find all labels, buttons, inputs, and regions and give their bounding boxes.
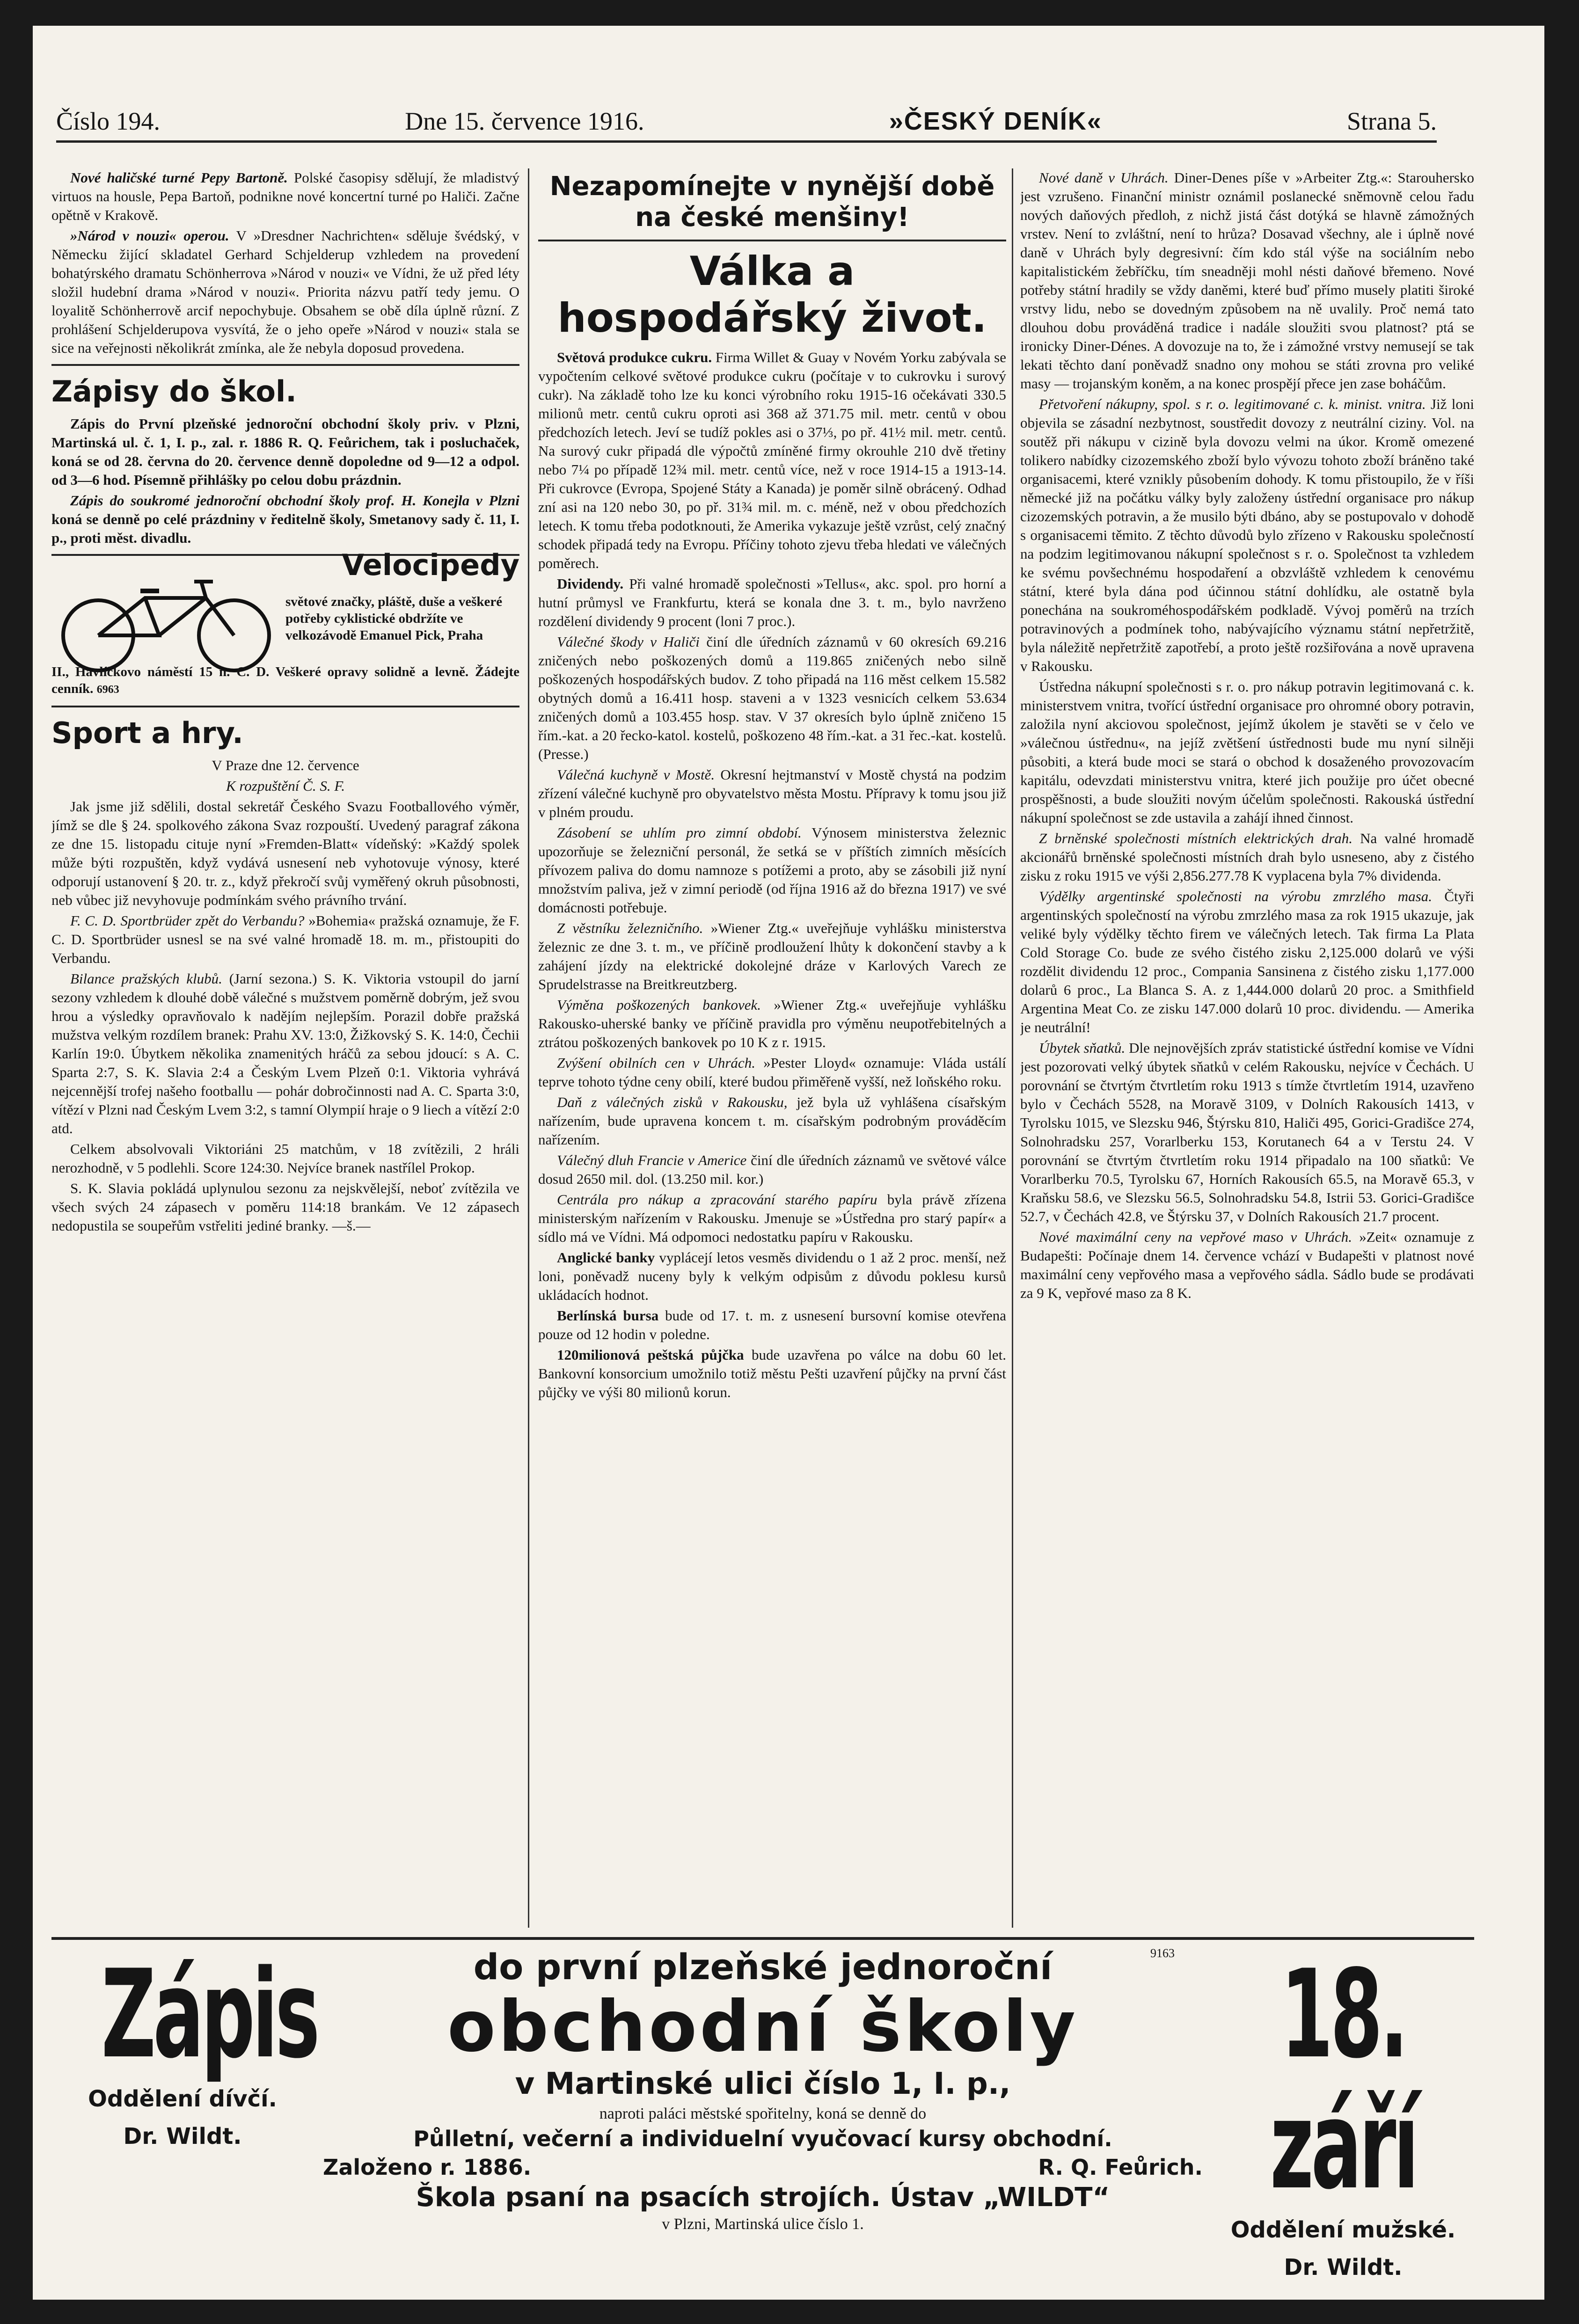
article	[51, 491, 519, 547]
article-body: Při valné hromadě společnosti »Tellus«, akc. spol. pro horní a hutní průmysl ve Frankfurtu, která se konala dne 3. t. m., bylo navrženo rozdělení dividendy 9 procent (loni 7 proc.).	[538, 576, 1006, 629]
article-body: Dle nejnovějších zpráv statistické ústřední komise ve Vídni jest pozorovati velký úbytek sňatků v celém Rakousku, nejvíce v Čechách. U porovnání se čtvrtým čtvrtletím roku 1913 s tímže čtvrtletím 1914, uzavřeno bylo v Čechách 5528, na Moravě 3109, v Dolních Rakousích 1413, v Tyrolsku 1015, ve Slezsku 946, Štýrsku 810, Haliči 495, Gorici-Gradišce 274, Solnohradsku 257, Vorarlberku 153, Korutanech 64 a v Terstu 24. V porovnání se čtvrtým čtvrtletím roku 1914 připadalo na 100 sňatků: Ve Vorarlberku 70.5, Tyrolsku 67, Horních Rakousích 65.5, na Moravě 65.3, v Kraňsku 58.6, ve Slezsku 56.5, Solnohradsku 54.8, Istrii 53. Gorici-Gradišce 52.7, v Čechách 42.8, ve Štýrsku 37, v Dolních Rakousích 21.7 procent.	[1020, 1040, 1474, 1224]
ad-left-line: Oddělení dívčí.	[88, 2086, 277, 2112]
bicycle-advertisement	[51, 548, 519, 707]
article-body: koná se denně po celé prázdniny v ředitelně školy, Smetanovy sady č. 11, I. p., proti měst. divadlu.	[51, 511, 519, 546]
article	[538, 1248, 1006, 1304]
article	[538, 1190, 1006, 1246]
article-body: bude uzavřena po válce na dobu 60 let. Bankovní konsorcium umožnilo totiž městu Pešti uzavření půjčky na první část půjčky ve výši 80 milionů korun.	[538, 1347, 1006, 1400]
article-body: Čtyři argentinských společností na výrobu zmrzlého masa za rok 1915 ukazuje, jak veliké byly výdělky těchto firem ve válečných letech. Tak firma La Plata Cold Storage Co. bude ze svého čistého zisku 2,125.000 dolarů ve výši rozdělit dividendu 12 proc., Compania Sansinena z čistého zisku 1,177.000 dolarů 6 proc., La Blanca S. A. z 1,444.000 dolarů 20 proc. a Smithfield Argentina Meat Co. ze zisku 147.000 dolarů 10 proc. dividendu. — Amerika je neutrální!	[1020, 888, 1474, 1035]
ad-line: Půlletní, večerní a individuelní vyučovací kursy obchodní.	[413, 2126, 1112, 2151]
ad-left-panel	[51, 1944, 317, 2202]
article-body: Okresní hejtmanství v Mostě chystá na podzim zřízení válečné kuchyně pro obyvatelstvo města Mostu. Přípravy k tomu jsou již v plném proudu.	[538, 766, 1006, 820]
article	[538, 575, 1006, 631]
article-body: S. K. Slavia pokládá uplynulou sezonu za nejskvělejší, neboť zvítězila ve všech svých 24 zápasech v poměru 114:18 brankám. Ve 12 zápasech nedopustila se soupeřům vstřeliti jediné branky. —š.—	[51, 1180, 519, 1234]
article-title: Nové maximální ceny na vepřové maso v Uhrách.	[1039, 1229, 1352, 1245]
article-body: činí dle úředních záznamů v 60 okresích 69.216 zničených nebo poškozených domů a 119.865 zničených nebo silně poškozených hospodářských budov. Z toho připadá na 116 měst celkem 15.582 obytných domů a 16.411 hosp. staveni a v 1323 vesnicích celkem 53.634 zničených domů a 103.455 hosp. stav. V 37 okresích bylo úplně zničeno 15 řím.-kat. a 20 řecko-katol. kostelů, poškozeno 48 řím.-kat. a 31 řec.-kat. kostelů. (Presse.)	[538, 634, 1006, 762]
ad-right-line: Dr. Wildt.	[1284, 2254, 1403, 2280]
article-body: jež byla už vyhlášena císařským nařízením, bude upravena koncem t. m. císařským podrobným prováděcím nařízením.	[538, 1094, 1006, 1148]
article-title: Výměna poškozených bankovek.	[557, 997, 761, 1013]
ad-line: v Plzni, Martinská ulice číslo 1.	[662, 2215, 864, 2233]
article-title: Centrála pro nákup a zpracování starého papíru	[557, 1191, 877, 1208]
ad-founder: R. Q. Feůrich.	[1038, 2155, 1203, 2180]
newspaper-title: »ČESKÝ DENÍK«	[889, 107, 1102, 135]
article-body: V »Dresdner Nachrichten« sděluje švédský, v Německu žijící skladatel Gerhard Schjelderup vzhledem na provedení bohatýrského dramatu Schönherrova »Národ v nouzi« ve Vídni, že už před léty složil hudební drama »Národ v nouzi«. Priorita názvu patří tedy jemu. O loyalitě Schönherrově arcif nepochybuje. Obsahem se obě díla úplně různí. Z prohlášení Schjelderupova vysvítá, že o jeho opeře »Národ v nouzi« stala se sice na veřejnosti několikrát zmínka, ale že nebyla doposud provedena.	[51, 227, 519, 356]
article-body: Polské časopisy sdělují, že mladistvý virtuos na housle, Pepa Bartoň, podnikne nové koncertní turné po Haliči. Začne opětně v Krakově.	[51, 169, 519, 223]
article-title: Zvýšení obilních cen v Uhrách.	[557, 1055, 755, 1071]
column-left	[51, 168, 519, 1928]
article-body: byla právě zřízena ministerským nařízením v Rakousku. Jmenuje se »Ústředna pro starý papír« a sídlo má ve Vídni. Má odpomoci nedostatku papíru v Rakousku.	[538, 1191, 1006, 1245]
article-title: Válečný dluh Francie v Americe	[557, 1152, 747, 1168]
article	[1020, 1228, 1474, 1303]
article	[538, 996, 1006, 1052]
article-body: vyplácejí letos vesměs dividendu o 1 až 2 proc. menší, než loni, poněvadž nuceny byly k velkým odpisům z důvodu poklesu kursů ukládacích hodnot.	[538, 1249, 1006, 1303]
page-header	[56, 98, 1437, 143]
article	[51, 911, 519, 968]
article-body: »Wiener Ztg.« uveřejňuje vyhlášku ministerstva železnic ze dne 3. t. m., ve příčině prodloužení lhůty k dokončení stavby a k zahájení jízdy na elektrické dokolejné dráze v Karlových Varech ze Sprudelstrasse na Breitkreutzberg.	[538, 920, 1006, 992]
article-body: Zápis do První plzeňské jednoroční obchodní školy priv. v Plzni, Martinská ul. č. 1, I. p., zal. r. 1886 R. Q. Feůrichem, tak i posluchaček, koná se od 28. června do 20. července denně dopoledne od 9—12 a odpol. od 3—6 hod. Písemně přihlášky po celou dobu prázdnin.	[51, 415, 519, 488]
ad-body: světové značky, pláště, duše a veškeré potřeby cyklistické obdržíte ve velkozávodě Emanuel Pick, Praha	[285, 594, 503, 643]
article	[51, 969, 519, 1138]
ad-line	[323, 2153, 1203, 2181]
ad-line: Škola psaní na psacích strojích. Ústav „WILDT“	[416, 2182, 1110, 2213]
ad-headline: obchodní školy	[447, 1986, 1079, 2068]
article	[538, 348, 1006, 573]
column-middle	[538, 168, 1006, 1928]
section-heading: Válka a hospodářský život.	[557, 248, 987, 342]
article-title: Úbytek sňatků.	[1039, 1040, 1126, 1056]
article-body: bude od 17. t. m. z usnesení bursovní komise otevřena pouze od 12 hodin v poledne.	[538, 1307, 1006, 1342]
issue-date: Dne 15. července 1916.	[405, 107, 644, 135]
article	[51, 168, 519, 225]
article	[1020, 395, 1474, 676]
column-rule	[528, 168, 529, 1928]
article	[538, 1346, 1006, 1402]
issue-number: Číslo 194.	[56, 107, 161, 135]
section-heading: Sport a hry.	[51, 716, 243, 750]
article	[538, 1093, 1006, 1149]
article-body: »Bohemia« pražská oznamuje, že F. C. D. Sportbrüder usnesl se na své valné hromadě 18. m. m., přistoupiti do Verbandu.	[51, 912, 519, 966]
section-heading: Zápisy do škol.	[51, 374, 297, 408]
subheading: K rozpuštění Č. S. F.	[226, 778, 345, 794]
divider	[51, 364, 519, 366]
article-body: Firma Willet & Guay v Novém Yorku zabývala se vypočtením celkové světové produkce cukru (počítaje v to cukrovku i surový cukr). Na základě toho lze ku konci výrobního roku 1915-16 očekávati 330.5 milionů metr. centů cukru oproti asi 368 až 371.75 mil. metr. centů v obou předchozích letech. Jeví se tudíž pokles asi o 37⅓, po př. 41½ mil. metr. centů. Na surový cukr připadá dle výpočtů zmíněné firmy okrouhle 210 dvě třetiny nebo 7¼ po případě 12¾ mil. metr. centů více, než v roce 1914-15 a 1913-14. Při cukrovce (Evropa, Spojené Státy a Kanada) je poměr silně obrácený. Odhad zní asi na 120 nebo 30, po př. 31¾ mil. m. c. méně, než v obou předchozích letech. K tomu třeba podotknouti, že Amerika vykazuje ještě vzrůst, celý značný schodek připadá tedy na Evropu. Příčiny tohoto zjevu třeba hledati ve válečných poměrech.	[538, 349, 1006, 571]
ad-left-line: Dr. Wildt.	[123, 2123, 242, 2149]
banner-heading: Nezapomínejte v nynější době na české menšiny!	[549, 171, 995, 233]
ad-right-line: Oddělení mužské.	[1230, 2217, 1456, 2243]
article	[538, 919, 1006, 994]
divider	[538, 240, 1006, 241]
article	[1020, 829, 1474, 885]
article-body: Ústředna nákupní společnosti s r. o. pro nákup potravin legitimovaná c. k. ministerstvem vnitra, tvořící ústřední organisace pro ohromné obory potravin, založila nyní akciovou společnost, jejímž úkolem je stavěti se v čelo ve »válečnou ústřednu«, na jejíž zvětšení ústřednosti bude mu nyní silněji působiti, a která bude moci se stará o obchod k dosaženého provozovacím kapitálu, odevzdati ministerstvu vnitra, které jich použije pro účet obecné prospěšnosti, a bude sloužiti novým účelům společnosti. Rakouská ústřední nákupní společnost se zde ustavila a zahájí ihned činnost.	[1020, 678, 1474, 826]
article-body: Již loni objevila se zásadní nezbytnost, soustředit dovozy z neutrální ciziny. Vol. na soutěž při nákupu v cizině byla dovozu velmi na úkor. Kromě omezené tolikero nabídky cizozemského zboží bylo vývozu tohoto zboží bráněno také organisacemi, které vznikly působením dohody. K tomu přistoupilo, že v říši německé již na počátku války byly založeny ústřední organisace pro nákup cizozemských potravin, a že musilo býti dbáno, aby se postupovalo v dohodě s organisacemi těmito. Z těchto důvodů bylo zřízeno v Rakousku společností na podzim legitimovanou nákupní společnost s r. o. Společnost ta vzhledem ke svému povšechnému hospodaření a obzvláště vzhledem k cenovému státní, které byla dána pod účinnou státní dohlídku, ale ostatně byla ponechána na soukroméhospodářském podkladě. Vývoj poměrů na trzích potravinových a podmínek toho, nabývajícího významu státní nepřetržitě, byla náležitě nepřetržitě zapotřebí, a proto ještě rozšiřována a nově upravena v Rakousku.	[1020, 396, 1474, 674]
ad-line: v Martinské ulici číslo 1, I. p.,	[515, 2067, 1011, 2101]
article-body: »Zeit« oznamuje z Budapešti: Počínaje dnem 14. července vchází v Budapešti v platnost nové maximální ceny vepřového masa a vepřového sádla. Sádlo bude se prodávati za 9 K, vepřové maso za 8 K.	[1020, 1229, 1474, 1301]
article-title: Přetvoření nákupny, spol. s r. o. legitimované c. k. minist. vnitra.	[1039, 396, 1426, 412]
ad-right-headline: 18. září	[1270, 1944, 1417, 2216]
article-body: (Jarní sezona.) S. K. Viktoria vstoupil do jarní sezony vzhledem k dlouhé době válečné s mužstvem poměrně dobrým, jež svou hrou a výsledky opravňovalo k nadějím nejlepším. Porazil dobře pražská mužstva velkým rozdílem branek: Prahu XV. 13:0, Žižkovský S. K. 14:0, Čechii Karlín 19:0. Úbytkem několika znamenitých hráčů za sebou jdoucí: s A. C. Sparta 2:7, S. K. Slavia 2:4 a Českým Lvem Plzeň 0:1. Viktoria vyhrává nejcennější trofej našeho footballu — pohár dobročinnosti nad A. C. Sparta 3:0, vítězí v Plzni nad Českým Lvem 3:2, s tamní Olympií hraje o 9 liech a vítězí 2:0 atd.	[51, 970, 519, 1137]
article-body: Na valné hromadě akcionářů brněnské společnosti místních drah bylo usneseno, aby z čistého zisku z roku 1915 ve výši 2,856.277.78 K vyplacena byla 7% dividenda.	[1020, 830, 1474, 884]
article-title: F. C. D. Sportbrüder zpět do Verbandu?	[70, 912, 305, 929]
article-body: Celkem absolvovali Viktoriáni 25 matchům, v 18 zvítězili, 2 hráli nerozhodně, v 5 podlehli. Score 124:30. Nejvíce branek nastřílel Prokop.	[51, 1141, 519, 1176]
article-title: Nové daně v Uhrách.	[1039, 169, 1169, 186]
ad-right-panel	[1212, 1944, 1474, 2280]
column-rule	[1012, 168, 1013, 1928]
article	[538, 1306, 1006, 1344]
article-body: »Pester Lloyd« oznamuje: Vláda ustálí teprve tohoto týdne ceny obilí, které budou přiměřeně vyšší, než loňského roku.	[538, 1055, 1006, 1090]
article	[1020, 1039, 1474, 1226]
article-title: Zásobení se uhlím pro zimní období.	[557, 824, 802, 841]
article-title: Z věstníku železničního.	[557, 920, 703, 936]
article-title: »Národ v nouzi« operou.	[70, 227, 229, 244]
article	[1020, 168, 1474, 393]
article-title: Bilance pražských klubů.	[70, 970, 222, 987]
article-title: Zápis do soukromé jednoroční obchodní školy prof. H. Konejla v Plzni	[70, 492, 519, 509]
article-title: Berlínská bursa	[557, 1307, 659, 1324]
article-title: Světová produkce cukru.	[557, 349, 712, 365]
ad-address: II., Havlíčkovo náměstí 15 n. C. D. Veškeré opravy solidně a levně. Žádejte cenník.	[51, 664, 519, 696]
article-title: Daň z válečných zisků v Rakousku,	[557, 1094, 788, 1110]
column-right	[1020, 168, 1474, 1928]
article-title: Výdělky argentinské společnosti na výrobu zmrzlého masa.	[1039, 888, 1432, 904]
article-body: činí dle úředních záznamů ve světové válce dosud 2650 mil. dol. (13.250 mil. kor.)	[538, 1152, 1006, 1187]
ad-code: 6963	[96, 684, 119, 696]
article-title: Anglické banky	[557, 1249, 655, 1266]
article-title: 120milionová peštská půjčka	[557, 1347, 744, 1363]
ad-center-panel	[323, 1945, 1203, 2235]
ad-footer	[51, 663, 519, 698]
article	[538, 823, 1006, 917]
article	[1020, 887, 1474, 1037]
ad-title: Velocipedy	[342, 548, 519, 582]
article	[538, 765, 1006, 822]
article	[51, 226, 519, 357]
ad-founded: Založeno r. 1886.	[323, 2155, 532, 2180]
article	[538, 1151, 1006, 1188]
article-body: Jak jsme již sdělili, dostal sekretář Českého Svazu Footballového výměr, jímž se dle § 24. spolkového zákona Svaz rozpouští. Uvedený paragraf zákona ze dne 15. listopadu cituje nyní »Fremden-Blatt« vídeňský: »Každý spolek může býti rozpuštěn, když vydává usnesení neb vyhotovuje výnosy, které odporují ustanovení § 20. tr. z., když překročí svůj vyměřený okruh působnosti, neb vůbec již nevyhovuje podmínkám svého právního trvání.	[51, 798, 519, 908]
article-title: Válečné škody v Haliči	[557, 634, 700, 650]
page-number: Strana 5.	[1347, 107, 1437, 135]
article-title: Dividendy.	[557, 576, 624, 592]
article-title: Z brněnské společnosti místních elektrických drah.	[1039, 830, 1353, 846]
ad-line: naproti paláci městské spořitelny, koná se denně do	[599, 2105, 927, 2122]
ad-left-headline: Zápis	[101, 1944, 317, 2085]
article	[538, 1054, 1006, 1091]
article-title: Válečná kuchyně v Mostě.	[557, 766, 715, 783]
article	[538, 633, 1006, 764]
article-body: Výnosem ministerstva železnic upozorňuje se železniční personál, že setká se v příštích zimních měsících přívozem paliva do domu namnoze s potížemi a proto, aby se zásobili již nyní množstvím paliva, jež v zimní periodě (od října 1916 až do března 1917) ve své domácnosti potřebuje.	[538, 824, 1006, 916]
article-body: »Wiener Ztg.« uveřejňuje vyhlášku Rakousko-uherské banky ve příčině pravidla pro výměnu neupotřebitelných a ztrátou poškozených bankovek po 10 K z r. 1915.	[538, 997, 1006, 1050]
dateline: V Praze dne 12. července	[212, 757, 359, 773]
school-advertisement	[51, 1937, 1474, 2280]
article-title: Nové haličské turné Pepy Bartoně.	[70, 169, 288, 186]
article-body: Diner-Denes píše v »Arbeiter Ztg.«: Starouhersko jest vzrušeno. Finanční ministr oznámil poslanecké sněmovně celou řadu nových daňových předloh, z nichž jistá část dotýká se hlavně zámožných vrstev. Není to zvláštní, není to hrůza? Dosavad všechny, ale i úplně nové daně v Uhrách byly degresivní: čím kdo stál výše na sociálním nebo kapitalistickém žebříčku, tím sneadněji mohl nésti daňové břemeno. Nové potřeby státní hradily se vždy daněmi, které buď přímo musely platiti široké vrstvy lidu, nebo se dovedným způsobem na ně uvalily. Proč nemá tato dlouhou dobu prováděná tradice i nadále sloužiti svou platnost? ptá se ironicky Diner-Dénes. A dovozuje na to, že i zámožné vrstvy nemusejí se tak lekati těchto daní poněvadž snadno ony mohou se státi zrovna pro veliké masy — trojanským koněm, a na konec prospějí přece jen zase boháčům.	[1020, 169, 1474, 392]
ad-code: 9163	[1150, 1946, 1175, 1960]
ad-line: do první plzeňské jednoroční	[473, 1946, 1053, 1988]
bicycle-icon	[51, 570, 281, 673]
